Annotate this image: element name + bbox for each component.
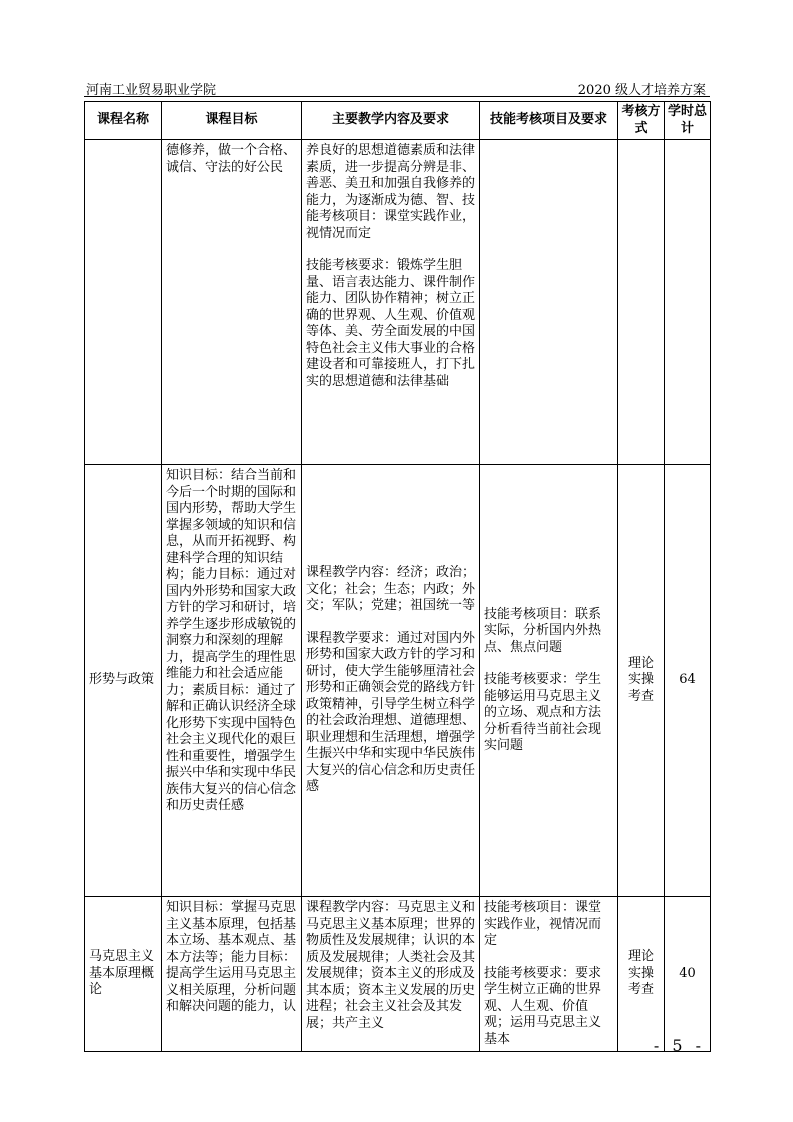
skill-assessment-cell [480,897,618,1052]
course-goal-cell: 知识目标：掌握马克思主义基本原理，包括基本立场、基本观点、基本方法等；能力目标：提高学生运用马克思主义相关原理，分析问题和解决问题的能力，认 [162,897,302,1052]
total-hours-cell [665,140,711,465]
skill-assessment-part-2: 技能考核要求：学生能够运用马克思主义的立场、观点和方法分析看待当前社会现实问题 [484,672,602,753]
course-table [84,101,711,1052]
skill-assessment-part-1: 技能考核项目：联系实际，分析国内外热点、焦点问题 [484,606,602,655]
total-hours-cell: 64 [665,465,711,897]
course-goal-cell: 德修养，做一个合格、诚信、守法的好公民 [162,140,302,465]
teaching-content-cell [302,140,480,465]
skill-assessment-cell [480,465,618,897]
teaching-content-cell [302,897,480,1052]
school-name: 河南工业贸易职业学院 [86,83,217,98]
header-exam-method: 考核方式 [618,102,665,140]
header-total-hours: 学时总计 [665,102,711,140]
teaching-content-part-1: 养良好的思想道德素质和法律素质，进一步提高分辨是非、善恶、美丑和加强自我修养的能力，为逐渐成为德、智、技能考核项目：课堂实践作业，视情况而定 [306,143,476,241]
teaching-content-part-2: 课程教学要求：通过对国内外形势和国家大政方针的学习和研讨，使大学生能够厘清社会形势和正确领会党的路线方针政策精神，引导学生树立科学的社会政治理想、道德理想、职业理想和生活理想，增强学生振兴中华和实现中华民族伟大复兴的信心信念和历史责任感 [306,630,476,795]
skill-assessment-part-1: 技能考核项目：课堂实践作业，视情况而定 [484,900,602,948]
document-title: 2020 级人才培养方案 [577,83,706,98]
table-row [85,465,711,897]
header-skill-assessment: 技能考核项目及要求 [480,102,618,140]
exam-method-cell: 理论实操考查 [618,465,665,897]
table-header-row [85,102,711,140]
header-course-goal: 课程目标 [162,102,302,140]
teaching-content-cell [302,465,480,897]
exam-method-cell [618,140,665,465]
course-name-cell: 形势与政策 [85,465,162,897]
header-course-name: 课程名称 [85,102,162,140]
exam-method-cell: 理论实操考查 [618,897,665,1052]
skill-assessment-cell [480,140,618,465]
course-name-cell: 马克思主义基本原理概论 [85,897,162,1052]
skill-assessment-part-2: 技能考核要求：要求学生树立正确的世界观、人生观、价值观；运用马克思主义基本 [484,965,602,1047]
header-divider [84,96,710,97]
teaching-content-part-2: 技能考核要求：锻炼学生胆量、语言表达能力、课件制作能力、团队协作精神；树立正确的世界观、人生观、价值观等体、美、劳全面发展的中国特色社会主义伟大事业的合格建设者和可靠接班人，打下扎实的思想道德和法律基础 [306,258,476,389]
total-hours-cell: 40 [665,897,711,1052]
course-goal-cell: 知识目标：结合当前和今后一个时期的国际和国内形势，帮助大学生掌握多领域的知识和信息，从而开拓视野、构建科学合理的知识结构；能力目标：通过对国内外形势和国家大政方针的学习和研讨，培养学生逐步形成敏锐的洞察力和深刻的理解力，提高学生的理性思维能力和社会适应能力；素质目标：通过了解和正确认识经济全球化形势下实现中国特色社会主义现代化的艰巨性和重要性，增强学生振兴中华和实现中华民族伟大复兴的信心信念和历史责任感 [162,465,302,897]
teaching-content-part-1: 课程教学内容：经济；政治；文化；社会；生态；内政；外交；军队；党建；祖国统一等 [306,565,476,614]
header-teaching-content: 主要教学内容及要求 [302,102,480,140]
table-row [85,897,711,1052]
table-row [85,140,711,465]
page-number: - 5 - [653,1036,705,1055]
course-name-cell [85,140,162,465]
teaching-content-part-1: 课程教学内容：马克思主义和马克思主义基本原理；世界的物质性及发展规律；认识的本质及发展规律；人类社会及其发展规律；资本主义的形成及其本质；资本主义发展的历史进程；社会主义社会及其发展；共产主义 [306,900,476,1031]
